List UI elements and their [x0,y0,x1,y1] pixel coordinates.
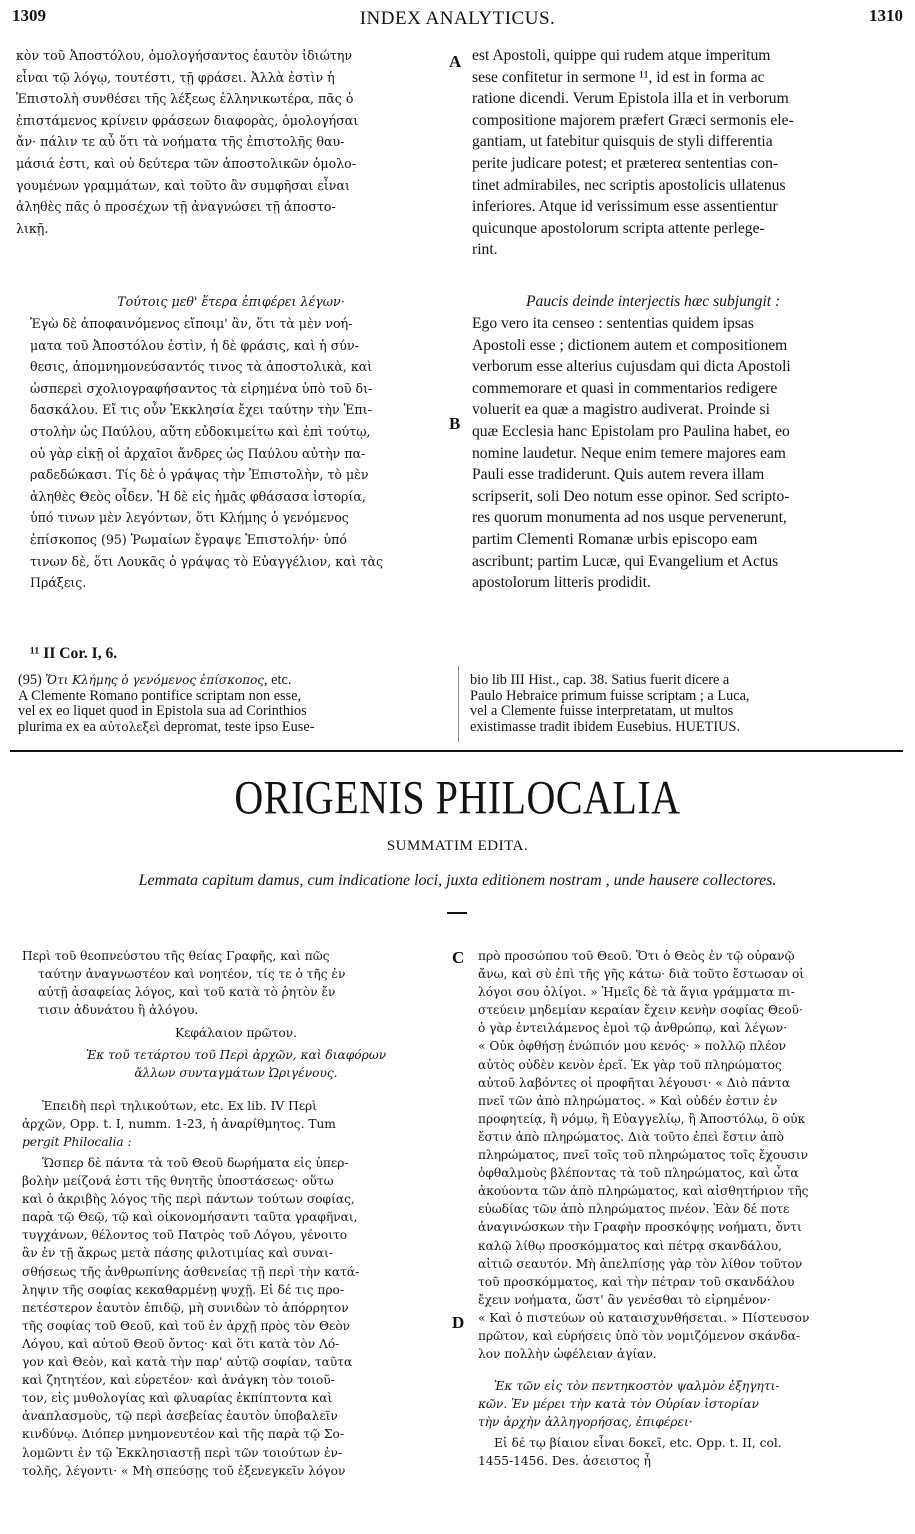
greek-line: εὐωδίας τῶν ἀπὸ πληρώματος πνέον. Ἐὰν δέ ποτε [478,1202,790,1217]
greek-line: ἄλλων συνταγμάτων Ὠριγένους. [134,1066,338,1081]
greek-line: ταύτην ἀναγνωστέον καὶ νοητέον, τίς τε ὁ τῆς ἐν [38,967,346,982]
greek-line: λομῶντι ἐν τῷ Ἐκκλησιαστῇ περὶ τῶν τοιούτων ἐν- [22,1445,343,1460]
latin-line: commemorare et quasi in commentarios redigere [472,379,778,397]
greek-line: γουμένων γραμμάτων, καὶ τοῦτο ἂν συμφῆσαι εἶναι [16,177,350,193]
greek-line: Ὥσπερ δὲ πάντα τὰ τοῦ Θεοῦ δωρήματα εἰς ὑπερ- [42,1156,349,1170]
greek-line: Ἐπιστολὴ συνθέσει τῆς λέξεως ἑλληνικωτέρα, πᾶς ὁ [16,91,354,107]
greek-line: στολὴν ὡς Παύλου, αὕτη εὐδοκιμείτω καὶ ἐπὶ τούτῳ, [30,423,371,439]
greek-line: βολὴν μείζονά ἐστι τῆς θνητῆς ὑποστάσεως· οὕτω [22,1174,334,1189]
greek-line: τολῆς, λέγοντι· « Μὴ σπεύσῃς τοῦ ἐξενεγκεῖν λόγον [22,1463,346,1478]
upper-right-heading: Paucis deinde interjectis hæc subjungit : [526,293,781,310]
lower-left-ref [22,1097,450,1151]
greek-line: Ἐκ τῶν εἰς τὸν πεντηκοστὸν ψαλμὸν ἐξηγητι- [494,1379,780,1393]
greek-line: ἀκούοντα τῶν ἀπὸ πληρώματος, καὶ αἰσθητήριον τῆς [478,1184,809,1199]
greek-line: πληρώματος, πνεῖ τοῖς τοῦ πληρώματος τοῖς ἔχουσιν [478,1148,809,1163]
column-marker-c: C [452,948,465,967]
title-dash [447,912,467,914]
greek-line: πνεῖ τῶν ἀπὸ πληρώματος. » Καὶ οὐδέν ἐστιν ἐν [478,1093,778,1108]
greek-line: ἐπιστάμενος κρίνειν φράσεων διαφορὰς, ὁμολογήσαι [16,112,359,128]
greek-line: ἀληθὲς πᾶς ὁ προσέχων τῇ ἀναγνώσει τῇ ἀποστο- [16,199,336,215]
greek-line: τον, εἰς μυθολογίας καὶ φλυαρίας ἐκπίπτοντα καὶ [22,1391,333,1406]
greek-line: αἰτιῶ σεαυτόν. Μὴ ἀπελπίσῃς γὰρ τὸν λίθον τοῦτον [478,1256,803,1271]
greek-line: Ἐκ τοῦ τετάρτου τοῦ Περὶ ἀρχῶν, καὶ διαφόρων [85,1048,387,1062]
greek-line: τισιν ἀδυνάτου ἢ ἀλόγου. [38,1003,199,1018]
running-header [0,0,915,34]
greek-line: ἀναγινώσκων τὴν Γραφὴν προσκόψῃς νοήματι, ὄντι [478,1220,802,1235]
greek-line: ὀφθαλμοὺς βλέποντας τὰ τοῦ πληρώματος, καὶ ὦτα [478,1166,799,1181]
section-subtitle: SUMMATIM EDITA. [386,838,529,854]
greek-line: τυγχάνων, θέλοντος τοῦ Πατρὸς τοῦ Λόγου, γένοιτο [22,1228,348,1243]
latin-line: rint. [472,241,498,259]
latin-line: partim Clementi Romanæ urbis episcopo eam [472,530,758,548]
upper-left-column-2 [30,313,450,594]
footnote-line: vel ex eo liquet quod in Epistola sua ad Corinthios [18,703,307,720]
footnote-line: Paulo Hebraice primum fuisse scriptam ; a Luca, [470,687,750,704]
greek-line: αὐτῇ ἀσαφείας λόγος, καὶ τοῦ κατὰ τὸ ῥητὸν ἔν [38,985,336,1000]
greek-line: αὐτοῦ λαβόντες οἱ προφῆται λέγουσι· « Διὸ πάντα [478,1075,791,1090]
latin-line: ratione dicendi. Verum Epistola illa et in verborum [472,90,789,108]
upper-right-column [472,45,902,261]
greek-line: σθήσεως τῆς ἀνθρωπίνης ἀσθενείας τῇ περὶ τὴν κατά- [22,1264,360,1279]
greek-line: ὁ γὰρ ἐντειλάμενος ἐμοὶ τῷ ἀνθρώπῳ, καὶ λέγων· [478,1021,788,1036]
greek-line: ἀληθὲς Θεὸς οἶδεν. Ἡ δὲ εἰς ἡμᾶς φθάσασα ἱστορία, [30,488,366,504]
footnote-line: bio lib III Hist., cap. 38. Satius fuerit dicere a [470,672,730,688]
greek-line: καὶ ὁ ἀκριβὴς λόγος τῆς περὶ πάντων τούτων σοφίας, [22,1192,355,1207]
footnote-line: vel a Clemente fuisse interpretatam, ut multos [470,703,734,720]
lower-right-source [478,1377,904,1431]
reference-line: ἀρχῶν, Opp. t. I, numm. 1-23, ἡ ἀναρίθμητος. Tum [22,1117,336,1132]
greek-line: Πράξεις. [30,575,87,591]
greek-line: ραδεδώκασι. Τίς δὲ ὁ γράψας τὴν Ἐπιστολὴν, τὸ μὲν [30,467,369,483]
latin-line: Apostoli esse ; dictionem autem et compositionem [472,336,788,354]
greek-line: εἶναι τῷ λόγῳ, τουτέστι, τῇ φράσει. Ἀλλὰ ἐστὶν ἡ [16,69,335,85]
greek-line: προφητείᾳ, ἢ νόμῳ, ἢ Εὐαγγελίῳ, ἢ Ἀποστόλῳ, ὃ οὐκ [478,1111,806,1126]
latin-line: est Apostoli, quippe qui rudem atque imperitum [472,47,771,64]
greek-line: ἂν ἐν τῇ ἄκρως μετὰ πάσης φιλοτιμίας καὶ συναι- [22,1246,333,1261]
lower-left-intro [22,947,450,1019]
latin-line: scripserit, soli Deo notum esse opinor. Sed scripto- [472,487,790,505]
greek-line: Περὶ τοῦ θεοπνεύστου τῆς θείας Γραφῆς, καὶ πῶς [22,949,330,963]
running-title: INDEX ANALYTICUS. [359,8,556,29]
greek-line: τοῦ προσκόμματος, καὶ τὴν πέτραν τοῦ σκανδάλου [478,1274,795,1289]
latin-line: ascribunt; partim Lucæ, qui Evangelium et Actus [472,552,779,570]
greek-line: ἄνω, καὶ σὺ ἐπὶ τῆς γῆς κάτω· διὰ τοῦτο ἔστωσαν οἱ [478,967,805,982]
latin-line: compositione majorem præfert Græci sermonis ele- [472,111,794,129]
latin-line: quæ Ecclesia hanc Epistolam pro Paulina habet, eo [472,422,790,440]
latin-line: Ego vero ita censeo : sententias quidem ipsas [472,315,754,332]
lower-left-source [22,1046,450,1082]
footnote-line: existimasse tradit ibidem Eusebius. HUETIUS. [470,718,741,735]
page-number-left: 1309 [12,6,46,25]
footnote-right [470,673,900,735]
greek-line: πετέστερον ἑαυτὸν ἐπιδῷ, μὴ συνιδὼν τὸ ἀπόρρητον [22,1300,349,1315]
latin-line: voluerit ea quæ a magistro audiverat. Proinde si [472,401,770,419]
greek-line: ἐπίσκοπος (95) Ῥωμαίων ἔγραψε Ἐπιστολήν· ὑπό [30,531,347,547]
greek-line: θεσις, ἀπομνημονεύσαντός τινος τὰ ἀποστολικὰ, καὶ [30,359,373,375]
greek-line: ματα τοῦ Ἀποστόλου ἐστὶν, ἡ δὲ φράσις, καὶ ἡ σύν- [30,337,359,353]
greek-line: « Οὐκ ὀφθήσῃ ἐνώπιόν μου κενός· » πολλῷ πλέον [478,1039,787,1054]
scripture-note: ¹¹ II Cor. I, 6. [30,645,118,662]
greek-line: οὐ γὰρ εἰκῇ οἱ ἀρχαῖοι ἄνδρες ὡς Παύλου αὐτὴν πα- [30,445,366,461]
greek-line: γον καὶ Θεὸν, καὶ κατὰ τὴν παρ' αὐτῷ σοφίαν, ταῦτα [22,1355,353,1370]
greek-line: λόγοι σου ὀλίγοι. » Ἡμεῖς δὲ τὰ ἅγια γράμματα πι- [478,985,795,1000]
latin-line: res quorum monumenta ad nos usque pervenerunt, [472,509,787,527]
reference-line: Εἰ δέ τῳ βίαιον εἶναι δοκεῖ, etc. Opp. t. II, col. [494,1436,782,1450]
greek-line: κῶν. Ἐν μέρει τὴν κατὰ τὸν Οὐρίαν ἱστορίαν [478,1397,759,1412]
greek-line: τῆς σοφίας τοῦ Θεοῦ, καὶ τοῦ ἐν ἀρχῇ πρὸς τὸν Θεὸν [22,1318,351,1333]
latin-line: tinet admirabiles, nec scriptis apostolicis ullatenus [472,176,786,194]
upper-left-heading: Τούτοις μεθ' ἕτερα ἐπιφέρει λέγων· [117,294,345,309]
greek-line: καὶ ζητητέον, καὶ εὑρετέον· καὶ ἀνάγκη τὸν τοιοῦ- [22,1373,335,1388]
footnote-left [18,673,448,735]
greek-line: κινδύνῳ. Διόπερ μνημονευτέον καὶ τῆς παρὰ τῷ Σο- [22,1427,345,1442]
footnote-line: (95) Ὅτι Κλήμης ὁ γενόμενος ἐπίσκοπος, etc. [18,672,292,688]
lower-right-ref [478,1434,904,1470]
section-rule [10,750,903,752]
footnote-line: A Clemente Romano pontifice scriptam non esse, [18,687,302,704]
latin-line: apostolorum litteris prodidit. [472,574,651,592]
greek-line: τινων δὲ, ὅτι Λουκᾶς ὁ γράψας τὸ Εὐαγγέλιον, καὶ τὰς [30,553,384,569]
column-marker-d: D [452,1313,465,1332]
upper-left-column [16,45,446,239]
reference-line: Ἐπειδὴ περὶ τηλικούτων, etc. Ex lib. IV Περὶ [42,1099,317,1113]
upper-right-column-2 [472,313,902,594]
page-number-right: 1310 [869,6,903,25]
section-title: ORIGENIS PHILOCALIA [234,770,681,825]
greek-line: Λόγου, καὶ αὐτοῦ Θεοῦ ὄντος· καὶ ὅτι κατὰ τὸν Λό- [22,1336,340,1351]
footnote-divider [458,666,459,742]
greek-line: παρὰ τῷ Θεῷ, τῷ καὶ οἰκονομήσαντι ταῦτα γραφῆναι, [22,1210,358,1225]
latin-line: sese confitetur in sermone ¹¹, id est in forma ac [472,68,765,86]
greek-line: καλῷ λίθῳ προσκόμματος καὶ πέτρᾳ σκανδάλου, [478,1238,782,1253]
latin-line: quicunque apostolorum scripta attente perlege- [472,219,765,237]
column-marker-a: A [449,52,462,71]
greek-line: στεύειν μηδεμίαν κεραίαν ἔχειν κενὴν σοφίας Θεοῦ· [478,1003,803,1018]
greek-line: ἀναπλασμοὺς, τῷ περὶ ἀσεβείας ἑαυτὸν ὑποβαλεῖν [22,1409,338,1424]
latin-line: nomine laudetur. Neque enim temere majores eam [472,444,786,462]
latin-line: gantiam, ut fatebitur quisquis de styli differentia [472,133,773,151]
greek-line: λον πολλὴν ὠφέλειαν ἁγίαν. [478,1347,657,1362]
footnote-line: plurima ex ea αὐτολεξεὶ depromat, teste ipso Euse- [18,718,315,735]
latin-line: inferiores. Atque id verissimum esse assentientur [472,198,778,216]
latin-line: Pauli esse tradiderunt. Quis autem revera illam [472,466,765,484]
latin-line: verborum esse alterius cujusdam qui dicta Apostoli [472,358,791,376]
lemma-note: Lemmata capitum damus, cum indicatione loci, juxta editionem nostram , unde hausere collectores. [138,872,777,889]
reference-line: 1455-1456. Des. ἀσειστος ἦ [478,1454,651,1469]
greek-line: αὐτὸς οὐδὲν κενὸν ἐρεῖ. Ἐκ γὰρ τοῦ πληρώματος [478,1057,782,1072]
lower-right-text [478,947,904,1363]
greek-line: κὸν τοῦ Ἀποστόλου, ὁμολογήσαντος ἑαυτὸν ἰδιώτην [16,48,353,63]
greek-line: ὡσπερεὶ σχολιογραφήσαντος τὰ εἰρημένα ὑπὸ τοῦ δι- [30,380,373,396]
greek-line: ἄν· πάλιν τε αὖ ὅτι τὰ νοήματα τῆς ἐπιστολῆς θαυ- [16,134,345,150]
greek-line: Ἐγὼ δὲ ἀποφαινόμενος εἴποιμ' ἂν, ὅτι τὰ μὲν νοή- [30,316,353,331]
reference-line: pergit Philocalia : [22,1135,132,1150]
greek-line: πρῶτον, καὶ εὑρήσεις ὑπὸ τὸν νομιζόμενον σκάνδα- [478,1328,801,1343]
greek-line: ἔχειν νοήματα, ὥστ' ἂν γενέσθαι τὸ εἰρημένον· [478,1292,771,1307]
lower-left-text [22,1154,450,1480]
greek-line: « Καὶ ὁ πιστεύων οὐ καταισχυνθήσεται. » Πίστευσον [478,1310,810,1325]
greek-line: πρὸ προσώπου τοῦ Θεοῦ. Ὅτι ὁ Θεὸς ἐν τῷ οὐρανῷ [478,949,795,963]
latin-line: perite judicare potest; et prætereα sententias con- [472,154,779,172]
greek-line: ληψιν τῆς σοφίας κεκαθαρμένῃ ψυχῇ. Εἰ δέ τις προ- [22,1282,344,1297]
column-marker-b: B [449,414,461,433]
greek-line: δασκάλου. Εἴ τις οὖν Ἐκκλησία ἔχει ταύτην τὴν Ἐπι- [30,402,372,418]
greek-line: μάσιά ἐστι, καὶ οὐ δεύτερα τῶν ἀποστολικῶν ὁμολο- [16,155,357,171]
greek-line: λικῇ. [16,220,49,236]
chapter-heading: Κεφάλαιον πρῶτον. [174,1026,297,1040]
greek-line: τὴν ἀρχὴν ἀλληγορήσας, ἐπιφέρει· [478,1415,693,1430]
greek-line: ἔστιν ἀπὸ πληρώματος. Διὰ τοῦτο ἐπεὶ ἔστιν ἀπὸ [478,1129,784,1144]
greek-line: ὑπό τινων μὲν λεγόντων, ὅτι Κλήμης ὁ γενόμενος [30,510,349,526]
